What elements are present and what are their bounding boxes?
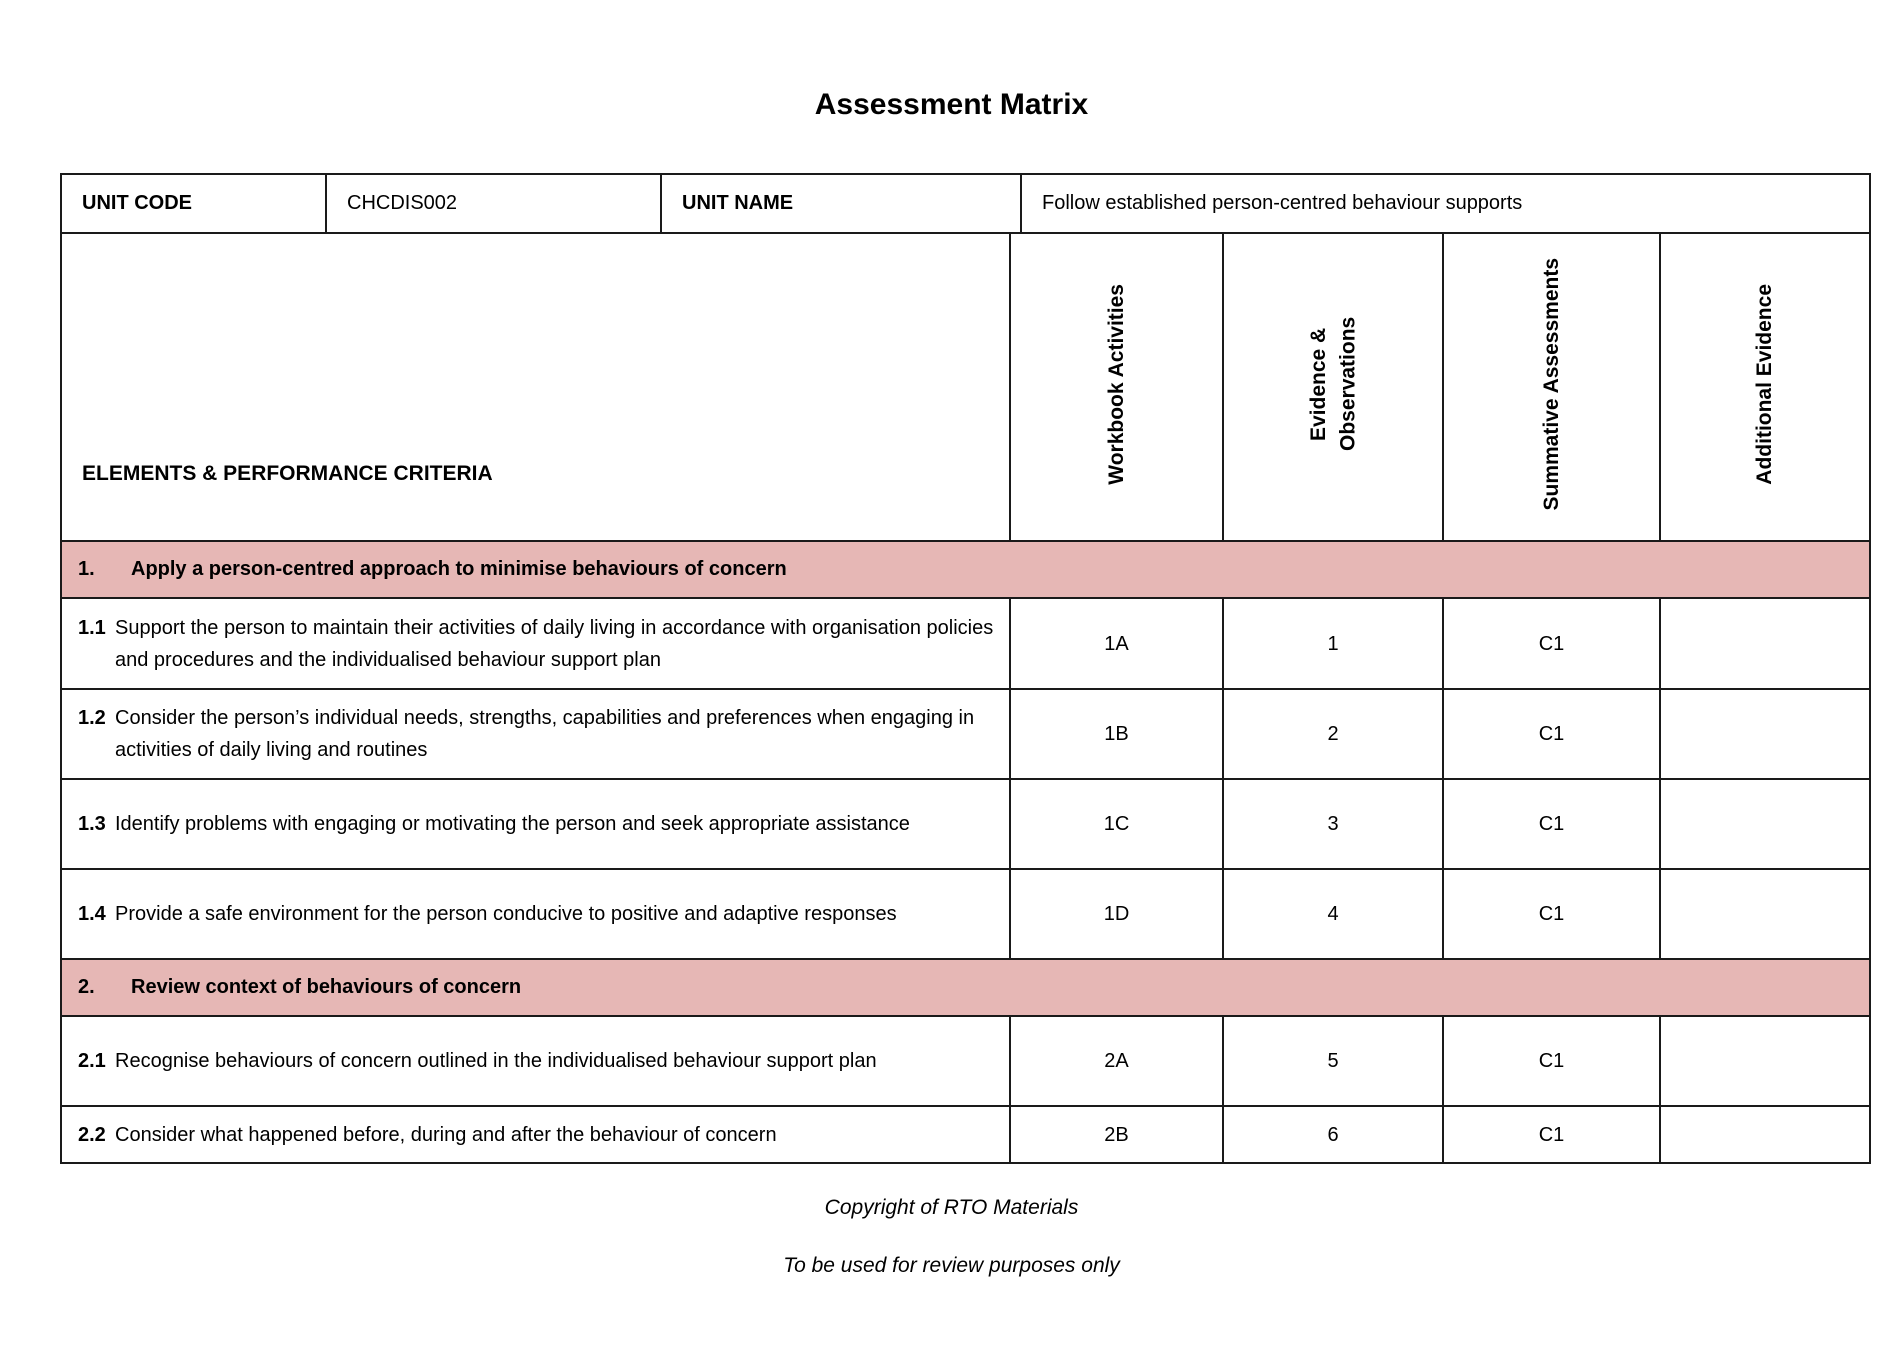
evidence-observations-cell: 1 (1223, 598, 1443, 689)
criteria-number: 1.1 (78, 616, 106, 639)
additional-evidence-column-header (1660, 233, 1870, 541)
evidence-observations-cell: 2 (1223, 689, 1443, 779)
criteria-text: Consider the person’s individual needs, strengths, capabilities and preferences when engaging in activities of daily living and routines (115, 707, 975, 761)
criteria-number: 1.3 (78, 813, 106, 835)
workbook-activities-label: Workbook Activities (1104, 283, 1128, 485)
unit-info-row (61, 174, 1870, 233)
criteria-text: Provide a safe environment for the person conducive to positive and adaptive responses (115, 903, 897, 925)
additional-evidence-cell (1660, 779, 1870, 869)
evidence-observations-cell: 6 (1223, 1106, 1443, 1163)
evidence-observations-column-header (1223, 233, 1443, 541)
summative-assessments-cell: C1 (1443, 779, 1660, 869)
criteria-number: 2.1 (78, 1050, 106, 1072)
summative-assessments-column-header (1443, 233, 1660, 541)
criteria-row-2-2 (61, 1106, 1870, 1163)
section-2-cell (61, 959, 1870, 1016)
section-1-title: Apply a person-centred approach to minimise behaviours of concern (131, 558, 787, 580)
unit-name-label: UNIT NAME (661, 174, 1021, 233)
section-1-cell (61, 541, 1870, 598)
additional-evidence-cell (1660, 598, 1870, 689)
summative-assessments-cell: C1 (1443, 1016, 1660, 1106)
criteria-row-1-4 (61, 869, 1870, 959)
criteria-text-cell (61, 1016, 1010, 1106)
workbook-activities-cell: 1B (1010, 689, 1223, 779)
additional-evidence-cell (1660, 689, 1870, 779)
section-row-2 (61, 959, 1870, 1016)
criteria-text: Recognise behaviours of concern outlined in the individualised behaviour support plan (115, 1050, 877, 1072)
unit-name-value: Follow established person-centred behaviour supports (1021, 174, 1870, 233)
summative-assessments-cell: C1 (1443, 689, 1660, 779)
workbook-activities-cell: 1A (1010, 598, 1223, 689)
workbook-activities-cell: 1D (1010, 869, 1223, 959)
evidence-observations-cell: 5 (1223, 1016, 1443, 1106)
criteria-text: Consider what happened before, during and after the behaviour of concern (115, 1123, 777, 1146)
criteria-number: 2.2 (78, 1123, 106, 1146)
additional-evidence-label: Additional Evidence (1753, 283, 1777, 485)
criteria-number: 1.4 (78, 903, 106, 925)
summative-assessments-cell: C1 (1443, 1106, 1660, 1163)
workbook-activities-column-header (1010, 233, 1223, 541)
page-footer (0, 1196, 1903, 1278)
workbook-activities-cell: 2A (1010, 1016, 1223, 1106)
criteria-row-1-2 (61, 689, 1870, 779)
additional-evidence-cell (1660, 1016, 1870, 1106)
criteria-text-cell (61, 598, 1010, 689)
criteria-row-1-1 (61, 598, 1870, 689)
criteria-text-cell (61, 779, 1010, 869)
criteria-text-cell (61, 869, 1010, 959)
evidence-observations-label: Evidence & Observations (1306, 316, 1359, 452)
section-row-1 (61, 541, 1870, 598)
review-purpose-line: To be used for review purposes only (783, 1254, 1120, 1277)
unit-info-table (60, 173, 1871, 234)
criteria-text-cell (61, 689, 1010, 779)
assessment-matrix-table (60, 232, 1871, 1164)
copyright-line: Copyright of RTO Materials (824, 1196, 1079, 1219)
summative-assessments-label: Summative Assessments (1539, 257, 1563, 511)
section-2-number: 2. (78, 976, 95, 998)
section-2-title: Review context of behaviours of concern (131, 976, 522, 998)
criteria-text-cell (61, 1106, 1010, 1163)
summative-assessments-cell: C1 (1443, 869, 1660, 959)
criteria-text: Identify problems with engaging or motivating the person and seek appropriate assistance (115, 813, 910, 835)
criteria-column-header: ELEMENTS & PERFORMANCE CRITERIA (61, 233, 1010, 541)
unit-code-value: CHCDIS002 (326, 174, 661, 233)
evidence-observations-cell: 3 (1223, 779, 1443, 869)
page-title: Assessment Matrix (814, 88, 1089, 121)
criteria-text: Support the person to maintain their activities of daily living in accordance with organisation policies and procedures and the individualised behaviour support plan (115, 616, 994, 671)
additional-evidence-cell (1660, 869, 1870, 959)
workbook-activities-cell: 1C (1010, 779, 1223, 869)
summative-assessments-cell: C1 (1443, 598, 1660, 689)
evidence-observations-cell: 4 (1223, 869, 1443, 959)
criteria-number: 1.2 (78, 707, 106, 729)
section-1-number: 1. (78, 558, 95, 580)
workbook-activities-cell: 2B (1010, 1106, 1223, 1163)
unit-code-label: UNIT CODE (61, 174, 326, 233)
criteria-row-1-3 (61, 779, 1870, 869)
additional-evidence-cell (1660, 1106, 1870, 1163)
matrix-header-row (61, 233, 1870, 541)
criteria-row-2-1 (61, 1016, 1870, 1106)
